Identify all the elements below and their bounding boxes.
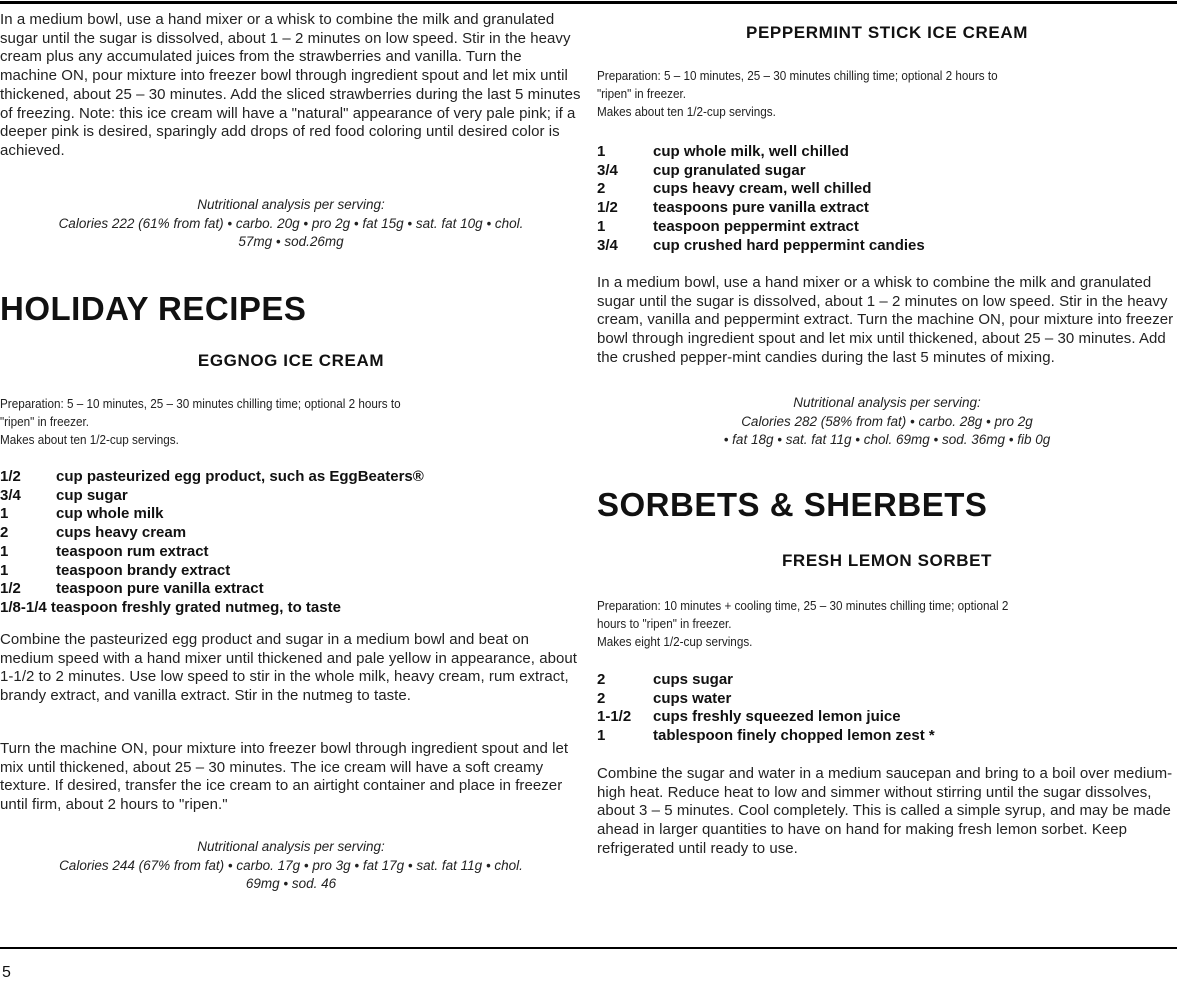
ingredient: 2 cups heavy cream, well chilled — [597, 180, 872, 198]
recipe-title-peppermint: PEPPERMINT STICK ICE CREAM — [746, 23, 1028, 42]
intro-nutrition — [0, 196, 582, 252]
recipe-title-eggnog: EGGNOG ICE CREAM — [197, 351, 385, 370]
ingredient: 2 cups sugar — [597, 671, 734, 688]
peppermint-nutrition — [597, 394, 1177, 450]
ingredient-list-eggnog — [0, 468, 582, 618]
section-title-sorbets: SORBETS & SHERBETS — [597, 486, 988, 523]
top-rule — [0, 1, 1177, 4]
eggnog-paragraph-2: Turn the machine ON, pour mixture into freezer bowl through ingredient spout and let mix until thickened, about 25 – 30 minutes. The ice cream will have a soft creamy texture. If desired, transfer the ice cream to an airtight container and place in freezer until firm, about 2 hours to "ripen." — [0, 740, 569, 814]
nutrition-label: Nutritional analysis per serving: — [197, 197, 385, 212]
prep-line: Makes about ten 1/2-cup servings. — [0, 432, 179, 447]
eggnog-paragraph-1: Combine the pasteurized egg product and sugar in a medium bowl and beat on medium speed with a hand mixer until thickened and pale yellow in appearance, about 1-1/2 to 2 minutes. Use low speed to stir in the whole milk, heavy cream, rum extract, brandy extract, and vanilla extract. Stir in the nutmeg to taste. — [0, 631, 578, 705]
nutrition-line: Calories 222 (61% from fat) • carbo. 20g • pro 2g • fat 15g • sat. fat 10g • chol. — [58, 215, 524, 231]
ingredient: 1 teaspoon brandy extract — [0, 561, 231, 579]
recipe-prep-eggnog — [0, 395, 576, 449]
ingredient: 1/2 teaspoons pure vanilla extract — [597, 199, 869, 217]
prep-line: "ripen" in freezer. — [0, 414, 89, 429]
nutrition-line: Calories 282 (58% from fat) • carbo. 28g • pro 2g — [741, 413, 1033, 429]
ingredient: 3/4 cup granulated sugar — [597, 161, 806, 179]
nutrition-line: Calories 244 (67% from fat) • carbo. 17g • pro 3g • fat 17g • sat. fat 11g • chol. — [59, 857, 523, 873]
page-number: 5 — [2, 964, 11, 981]
ingredient: 2 cups heavy cream — [0, 524, 187, 542]
nutrition-line: • fat 18g • sat. fat 11g • chol. 69mg • sod. 36mg • fib 0g — [723, 432, 1051, 448]
recipe-prep-lemon — [597, 597, 1173, 651]
ingredient: 1 cup whole milk — [0, 505, 164, 523]
nutrition-line: 69mg • sod. 46 — [245, 876, 337, 892]
ingredient: 1-1/2 cups freshly squeezed lemon juice — [597, 708, 901, 726]
nutrition-label: Nutritional analysis per serving: — [793, 395, 981, 410]
ingredient: 2 cups water — [597, 689, 732, 707]
prep-line: Makes about ten 1/2-cup servings. — [597, 104, 776, 119]
peppermint-paragraph: In a medium bowl, use a hand mixer or a whisk to combine the milk and granulated sugar until the sugar is dissolved, about 1 – 2 minutes on low speed. Stir in the heavy cream, vanilla and peppermint extract. Turn the machine ON, pour mixture into freezer bowl through ingredient spout and let mix until thickened, about 25 – 30 minutes. Add the crushed pepper-mint candies during the last 5 minutes of mixing. — [597, 274, 1174, 366]
prep-line: Preparation: 5 – 10 minutes, 25 – 30 minutes chilling time; optional 2 hours to — [597, 68, 998, 83]
ingredient: 1/2 teaspoon pure vanilla extract — [0, 580, 264, 598]
ingredient: 1 cup whole milk, well chilled — [597, 143, 849, 160]
ingredient: 3/4 cup sugar — [0, 486, 128, 504]
lemon-paragraph: Combine the sugar and water in a medium saucepan and bring to a boil over medium-high heat. Reduce heat to low and simmer without stirring until the sugar dissolves, about 3 – 5 minutes. Cool completely. This is called a simple syrup, and may be made ahead in larger quantities to have on hand for making fresh lemon sorbet. Keep refrigerated until ready to use. — [597, 765, 1173, 857]
prep-line: Makes eight 1/2-cup servings. — [597, 634, 753, 649]
eggnog-nutrition — [0, 838, 582, 894]
prep-line: Preparation: 10 minutes + cooling time, 25 – 30 minutes chilling time; optional 2 — [597, 598, 1009, 613]
bottom-rule — [0, 947, 1177, 949]
recipe-title-lemon: FRESH LEMON SORBET — [781, 551, 993, 570]
ingredient: 1 teaspoon rum extract — [0, 542, 209, 560]
ingredient: 1/8-1/4 teaspoon freshly grated nutmeg, to taste — [0, 598, 341, 616]
nutrition-label: Nutritional analysis per serving: — [197, 839, 385, 854]
intro-paragraph: In a medium bowl, use a hand mixer or a whisk to combine the milk and granulated sugar until the sugar is dissolved, about 1 – 2 minutes on low speed. Stir in the heavy cream plus any accumulated juices from the strawberries and vanilla. Turn the machine ON, pour mixture into freezer bowl through ingredient spout and let mix until thickened, about 25 – 30 minutes. Add the sliced strawberries during the last 5 minutes of freezing. Note: this ice cream will have a "natural" appearance of very pale pink; if a deeper pink is desired, sparingly add drops of red food coloring until desired color is achieved. — [0, 11, 581, 159]
prep-line: hours to "ripen" in freezer. — [597, 616, 732, 631]
prep-line: "ripen" in freezer. — [597, 86, 686, 101]
ingredient: 1/2 cup pasteurized egg product, such as EggBeaters® — [0, 468, 424, 485]
ingredient: 1 tablespoon finely chopped lemon zest * — [597, 727, 935, 745]
ingredient: 3/4 cup crushed hard peppermint candies — [597, 236, 925, 254]
recipe-prep-peppermint — [597, 67, 1173, 121]
ingredient-list-lemon — [597, 671, 1177, 746]
prep-line: Preparation: 5 – 10 minutes, 25 – 30 minutes chilling time; optional 2 hours to — [0, 396, 401, 411]
ingredient-list-peppermint — [597, 143, 1177, 255]
section-title-holiday: HOLIDAY RECIPES — [0, 290, 307, 327]
ingredient: 1 teaspoon peppermint extract — [597, 217, 859, 235]
nutrition-line: 57mg • sod.26mg — [238, 234, 344, 250]
